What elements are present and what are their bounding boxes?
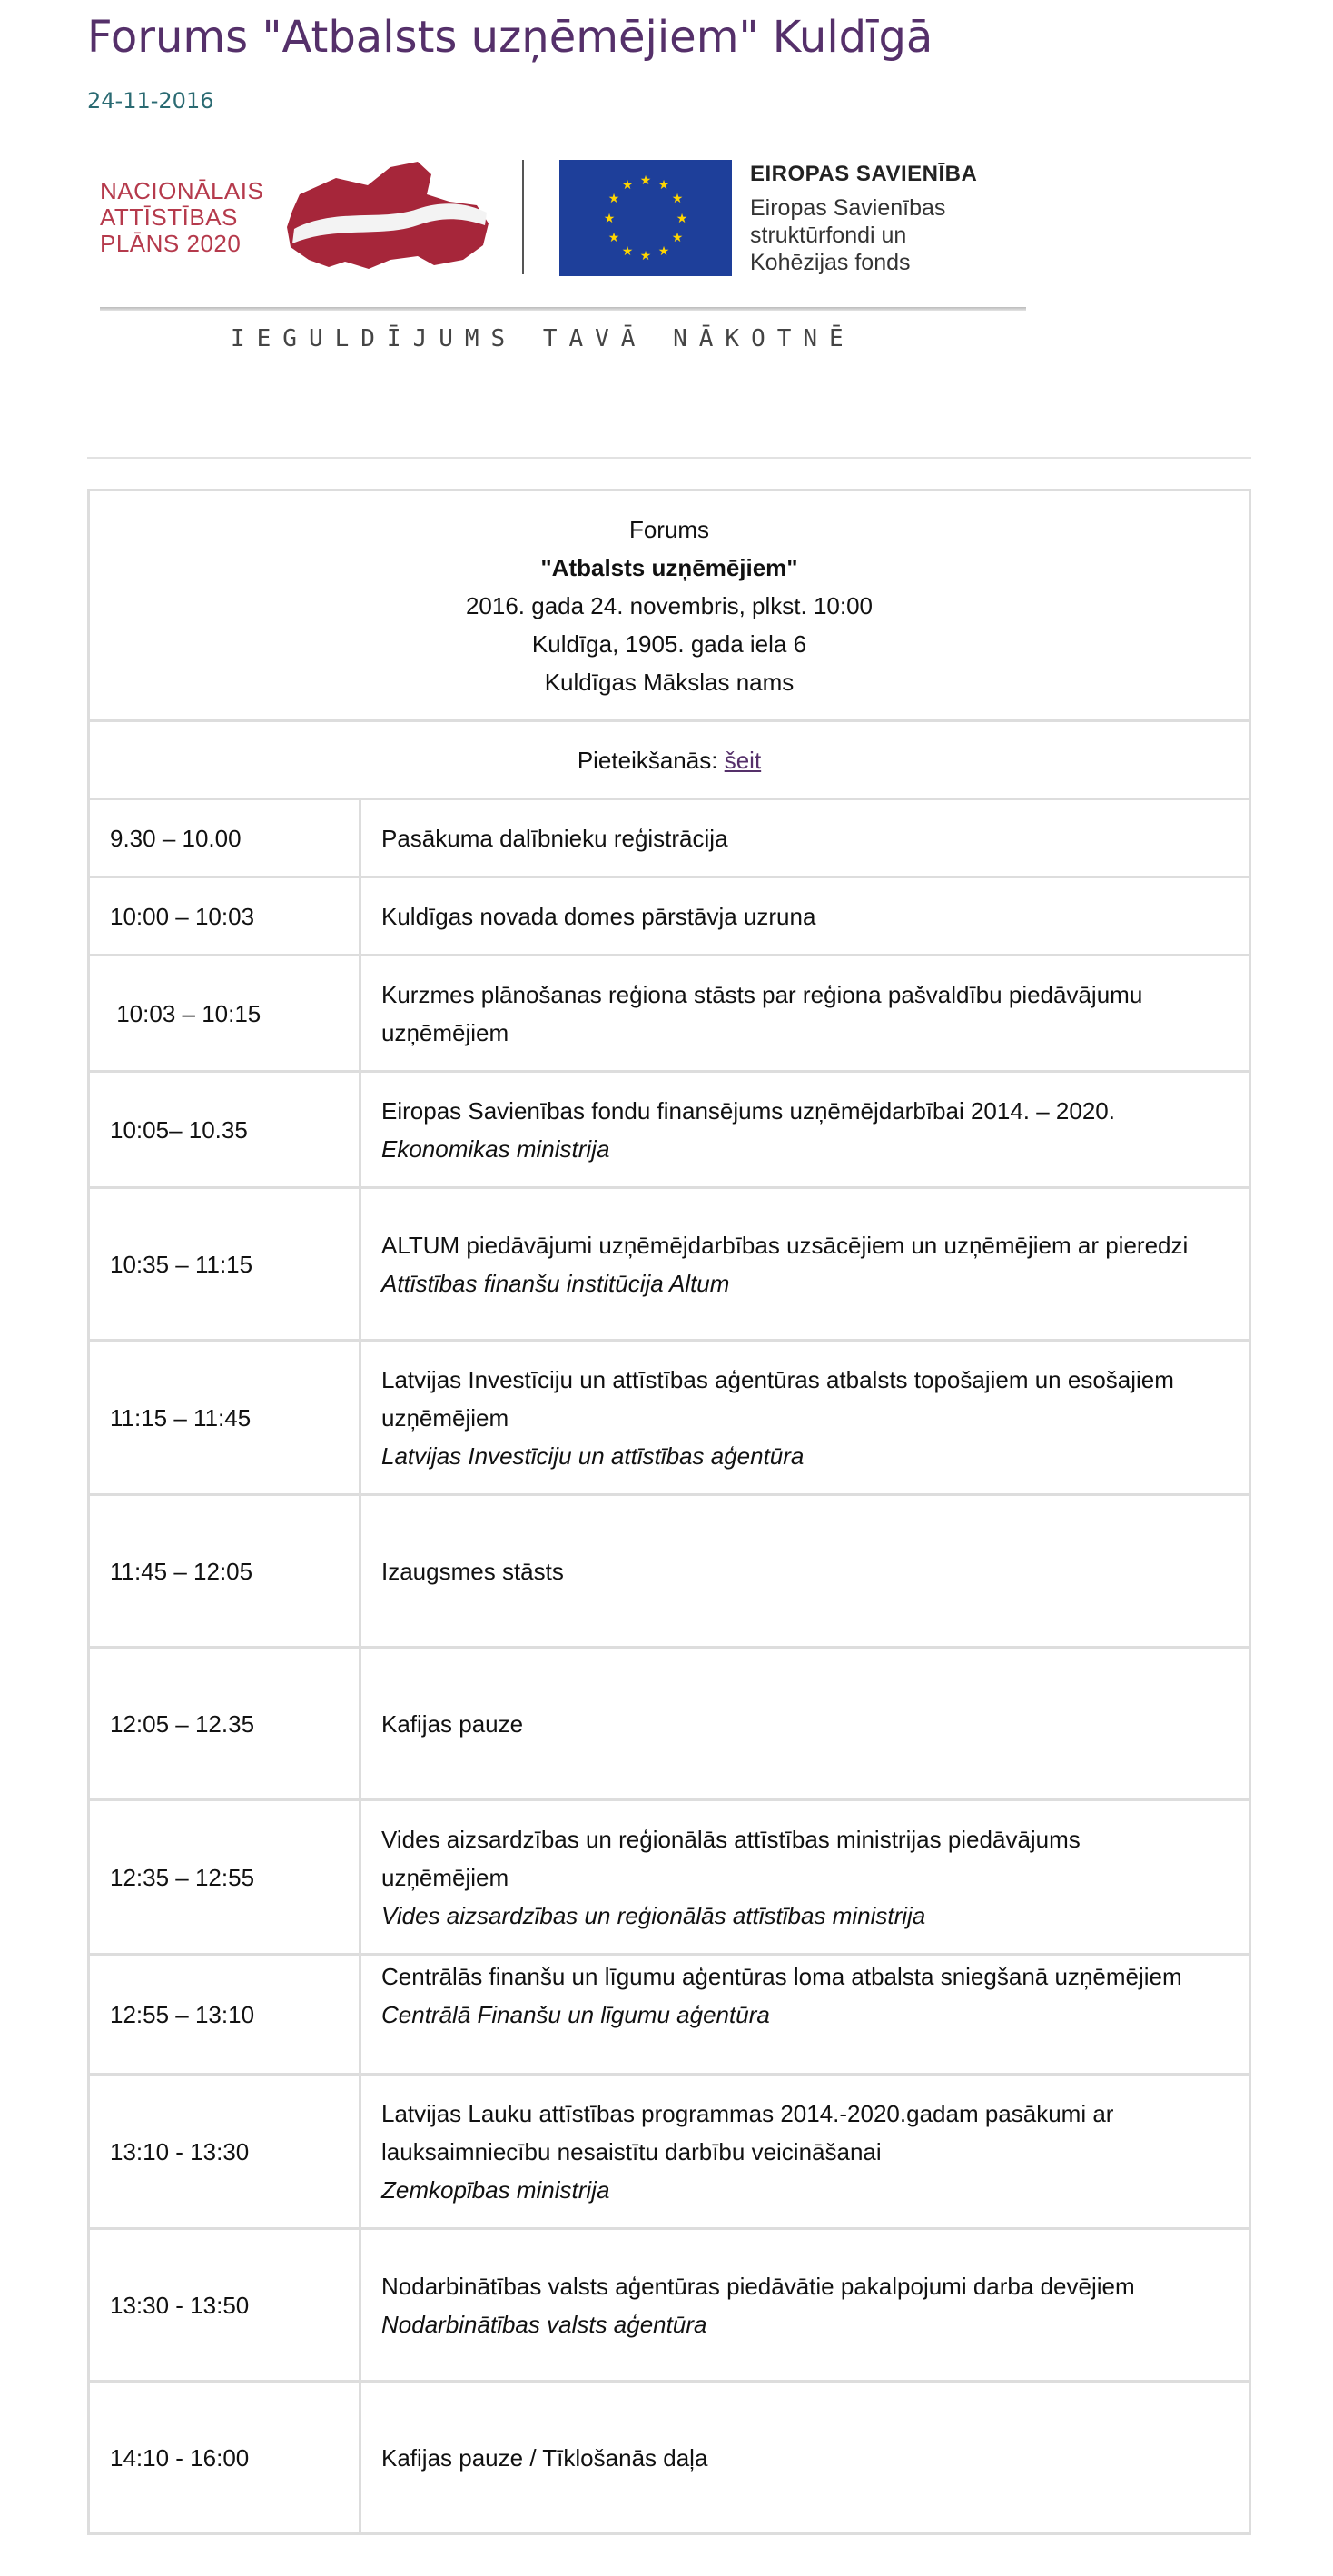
agenda-cell: [360, 799, 1250, 877]
program-table: [87, 489, 1251, 2535]
svg-text:★: ★: [671, 192, 684, 206]
agenda-text: Vides aizsardzības un reģionālās attīstības ministrijas piedāvājums: [381, 1825, 1081, 1853]
nap-line: PLĀNS 2020: [100, 230, 242, 257]
time-cell: 10:05– 10.35: [89, 1072, 360, 1188]
agenda-cell: [360, 2229, 1250, 2382]
table-row: [89, 2075, 1250, 2229]
event-datetime: 2016. gada 24. novembris, plkst. 10:00: [465, 591, 874, 619]
agenda-text: Kafijas pauze / Tīklošanās daļa: [381, 2443, 708, 2472]
agenda-cell: [360, 1648, 1250, 1800]
agenda-text: Kurzmes plānošanas reģiona stāsts par reģiona pašvaldību piedāvājumu: [381, 980, 1143, 1008]
nap-line: ATTĪSTĪBAS: [100, 203, 238, 231]
svg-text:★: ★: [607, 231, 620, 245]
time-cell: 10:35 – 11:15: [89, 1188, 360, 1341]
event-address: Kuldīga, 1905. gada iela 6: [531, 629, 807, 658]
svg-text:★: ★: [607, 192, 620, 206]
nap-line: NACIONĀLAIS: [100, 177, 264, 204]
time-cell: 12:05 – 12.35: [89, 1648, 360, 1800]
table-row: [89, 1955, 1250, 2075]
agenda-text: Centrālās finanšu un līgumu aģentūras loma atbalsta sniegšanā uzņēmējiem: [381, 1963, 1182, 1990]
table-row: [89, 1800, 1250, 1955]
agenda-cell: [360, 1955, 1250, 2075]
article-header: [87, 0, 1251, 114]
registration-cell: [89, 721, 1250, 799]
eu-sub-line: struktūrfondi un: [750, 223, 907, 248]
event-venue: Kuldīgas Mākslas nams: [544, 668, 795, 696]
svg-text:★: ★: [603, 212, 616, 226]
agenda-organization: Latvijas Investīciju un attīstības aģentūra: [381, 1442, 805, 1470]
agenda-organization: Ekonomikas ministrija: [381, 1134, 610, 1163]
agenda-cell: [360, 1495, 1250, 1648]
agenda-cell: [360, 1188, 1250, 1341]
registration-link[interactable]: šeit: [724, 746, 762, 774]
svg-text:★: ★: [657, 178, 670, 193]
eu-sub-line: Eiropas Savienības: [750, 195, 946, 221]
agenda-cell: [360, 877, 1250, 956]
agenda-organization: Vides aizsardzības un reģionālās attīstības ministrija: [381, 1901, 926, 1929]
svg-text:★: ★: [676, 212, 688, 226]
table-row: [89, 2229, 1250, 2382]
agenda-text: Kuldīgas novada domes pārstāvja uzruna: [381, 902, 816, 930]
time-cell: 11:15 – 11:45: [89, 1341, 360, 1495]
agenda-text: Latvijas Investīciju un attīstības aģentūras atbalsts topošajiem un esošajiem: [381, 1365, 1174, 1393]
table-row: [89, 1188, 1250, 1341]
agenda-text: ALTUM piedāvājumi uzņēmējdarbības uzsācējiem un uzņēmējiem ar pieredzi: [381, 1231, 1189, 1259]
time-cell: 10:03 – 10:15: [89, 956, 360, 1072]
logo-divider: [522, 160, 524, 274]
funding-logos-banner: [91, 153, 1035, 371]
time-cell: 10:00 – 10:03: [89, 877, 360, 956]
agenda-text: Izaugsmes stāsts: [381, 1557, 564, 1585]
logo-underline: [100, 307, 1026, 311]
registration-row: [89, 721, 1250, 799]
time-cell: 13:10 - 13:30: [89, 2075, 360, 2229]
event-name: "Atbalsts uzņēmējiem": [540, 553, 798, 581]
svg-text:★: ★: [621, 178, 634, 193]
event-info-row: [89, 490, 1250, 721]
svg-text:★: ★: [621, 244, 634, 259]
table-row: [89, 1072, 1250, 1188]
agenda-text: lauksaimniecību nesaistītu darbību veicināšanai: [381, 2137, 882, 2165]
agenda-cell: [360, 2075, 1250, 2229]
agenda-text: Latvijas Lauku attīstības programmas 2014.-2020.gadam pasākumi ar: [381, 2099, 1114, 2127]
logo-motto: IEGULDĪJUMS TAVĀ NĀKOTNĒ: [231, 325, 855, 352]
table-row: [89, 1341, 1250, 1495]
eu-sub-line: Kohēzijas fonds: [750, 250, 911, 275]
eu-flag-icon: [559, 160, 732, 276]
event-type: Forums: [628, 515, 710, 543]
time-cell: 12:35 – 12:55: [89, 1800, 360, 1955]
table-row: [89, 2382, 1250, 2534]
nap-2020-logo-text: [100, 178, 291, 257]
table-row: [89, 1495, 1250, 1648]
eu-logo-title: EIROPAS SAVIENĪBA: [750, 162, 978, 186]
agenda-text: Nodarbinātības valsts aģentūras piedāvātie pakalpojumi darba devējiem: [381, 2272, 1135, 2300]
eu-logo-subtitle: [750, 194, 1041, 276]
publish-date: 24-11-2016: [87, 88, 214, 114]
section-divider: [87, 457, 1251, 459]
time-cell: 13:30 - 13:50: [89, 2229, 360, 2382]
time-cell: 14:10 - 16:00: [89, 2382, 360, 2534]
event-info-cell: [89, 490, 1250, 721]
agenda-text: Pasākuma dalībnieku reģistrācija: [381, 824, 728, 852]
registration-label: Pieteikšanās:: [577, 746, 718, 774]
agenda-text: Eiropas Savienības fondu finansējums uzņēmējdarbībai 2014. – 2020.: [381, 1096, 1115, 1125]
table-row: [89, 799, 1250, 877]
table-row: [89, 956, 1250, 1072]
time-cell: 12:55 – 13:10: [89, 1955, 360, 2075]
svg-text:★: ★: [639, 249, 652, 263]
agenda-text: uzņēmējiem: [381, 1403, 509, 1432]
agenda-cell: [360, 956, 1250, 1072]
agenda-text: uzņēmējiem: [381, 1018, 509, 1046]
svg-text:★: ★: [657, 244, 670, 259]
latvia-map-icon: [281, 158, 499, 276]
time-cell: 11:45 – 12:05: [89, 1495, 360, 1648]
agenda-organization: Attīstības finanšu institūcija Altum: [381, 1269, 730, 1297]
agenda-cell: [360, 2382, 1250, 2534]
page-title: Forums "Atbalsts uzņēmējiem" Kuldīgā: [87, 12, 933, 63]
agenda-organization: Nodarbinātības valsts aģentūra: [381, 2310, 707, 2338]
svg-text:★: ★: [639, 173, 652, 188]
table-row: [89, 877, 1250, 956]
agenda-organization: Zemkopības ministrija: [381, 2175, 610, 2204]
time-cell: 9.30 – 10.00: [89, 799, 360, 877]
agenda-text: Kafijas pauze: [381, 1709, 524, 1738]
agenda-cell: [360, 1800, 1250, 1955]
agenda-cell: [360, 1341, 1250, 1495]
agenda-organization: Centrālā Finanšu un līgumu aģentūra: [381, 2001, 770, 2028]
table-row: [89, 1648, 1250, 1800]
agenda-text: uzņēmējiem: [381, 1863, 509, 1891]
svg-text:★: ★: [671, 231, 684, 245]
agenda-cell: [360, 1072, 1250, 1188]
